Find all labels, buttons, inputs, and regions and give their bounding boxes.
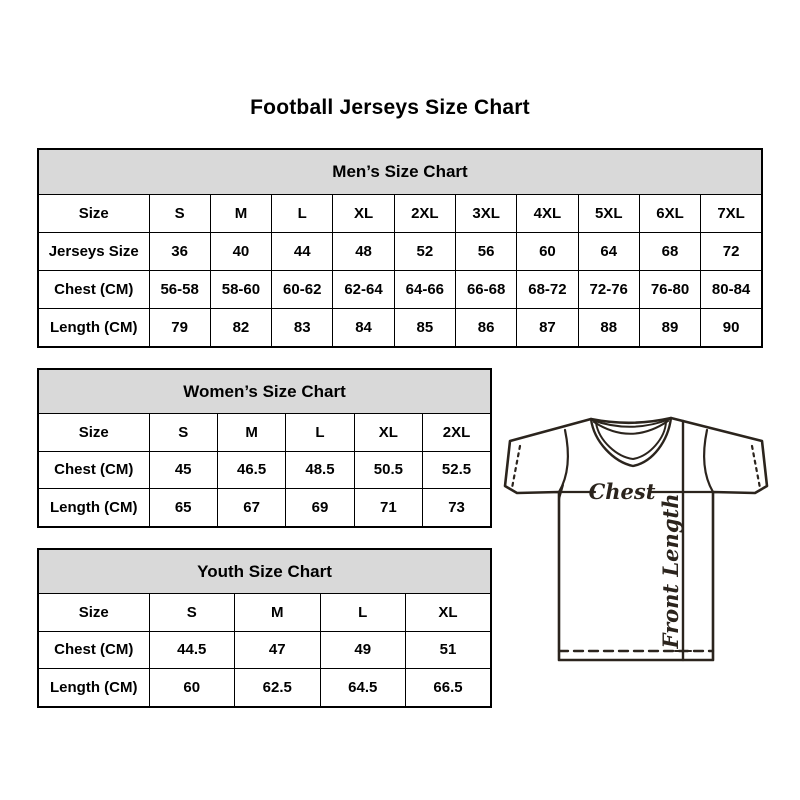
value-cell: 46.5: [217, 451, 285, 488]
table-row: [38, 489, 491, 528]
value-cell: 89: [639, 308, 700, 347]
row-header-cell: Size: [38, 594, 149, 631]
table-row: [38, 194, 762, 232]
value-cell: 69: [286, 489, 354, 528]
table-row: [38, 232, 762, 270]
value-cell: 2XL: [423, 414, 491, 451]
row-header-cell: Size: [38, 414, 149, 451]
value-cell: 83: [272, 308, 333, 347]
value-cell: 56: [455, 232, 516, 270]
table-row: [38, 451, 491, 488]
value-cell: 62.5: [235, 669, 321, 708]
value-cell: XL: [406, 594, 492, 631]
value-cell: 58-60: [210, 270, 271, 308]
value-cell: 62-64: [333, 270, 394, 308]
value-cell: S: [149, 194, 210, 232]
value-cell: M: [210, 194, 271, 232]
value-cell: 88: [578, 308, 639, 347]
value-cell: 76-80: [639, 270, 700, 308]
value-cell: 65: [149, 489, 217, 528]
value-cell: M: [235, 594, 321, 631]
value-cell: 71: [354, 489, 422, 528]
row-header-cell: Chest (CM): [38, 270, 149, 308]
row-header-cell: Length (CM): [38, 669, 149, 708]
value-cell: 52.5: [423, 451, 491, 488]
value-cell: 86: [455, 308, 516, 347]
chest-label: Chest: [588, 479, 656, 504]
value-cell: 80-84: [701, 270, 762, 308]
value-cell: L: [286, 414, 354, 451]
table-row: [38, 631, 491, 668]
value-cell: 36: [149, 232, 210, 270]
value-cell: 50.5: [354, 451, 422, 488]
value-cell: 73: [423, 489, 491, 528]
table-row: [38, 270, 762, 308]
value-cell: M: [217, 414, 285, 451]
value-cell: 68-72: [517, 270, 578, 308]
value-cell: S: [149, 414, 217, 451]
value-cell: 85: [394, 308, 455, 347]
jersey-outline: [505, 418, 767, 660]
value-cell: 64-66: [394, 270, 455, 308]
value-cell: 6XL: [639, 194, 700, 232]
value-cell: 79: [149, 308, 210, 347]
row-header-cell: Length (CM): [38, 489, 149, 528]
value-cell: 60: [149, 669, 235, 708]
value-cell: 44: [272, 232, 333, 270]
table-row: [38, 414, 491, 451]
value-cell: 90: [701, 308, 762, 347]
womens-size-chart-table: [37, 368, 492, 528]
value-cell: 87: [517, 308, 578, 347]
table-row: [38, 308, 762, 347]
value-cell: 82: [210, 308, 271, 347]
value-cell: 44.5: [149, 631, 235, 668]
value-cell: 60-62: [272, 270, 333, 308]
value-cell: XL: [333, 194, 394, 232]
value-cell: L: [320, 594, 406, 631]
table-row: [38, 594, 491, 631]
value-cell: XL: [354, 414, 422, 451]
page-title: Football Jerseys Size Chart: [250, 96, 530, 119]
value-cell: 40: [210, 232, 271, 270]
value-cell: 51: [406, 631, 492, 668]
row-header-cell: Chest (CM): [38, 631, 149, 668]
value-cell: 52: [394, 232, 455, 270]
row-header-cell: Length (CM): [38, 308, 149, 347]
value-cell: 64: [578, 232, 639, 270]
value-cell: 5XL: [578, 194, 639, 232]
value-cell: 48: [333, 232, 394, 270]
value-cell: 60: [517, 232, 578, 270]
table-title: Men’s Size Chart: [38, 149, 762, 194]
row-header-cell: Size: [38, 194, 149, 232]
table-row: [38, 669, 491, 708]
value-cell: 48.5: [286, 451, 354, 488]
mens-size-chart-table: [37, 148, 763, 348]
value-cell: 66-68: [455, 270, 516, 308]
value-cell: 47: [235, 631, 321, 668]
value-cell: 68: [639, 232, 700, 270]
jersey-measurement-diagram: [503, 413, 769, 665]
value-cell: 84: [333, 308, 394, 347]
value-cell: 66.5: [406, 669, 492, 708]
value-cell: 67: [217, 489, 285, 528]
value-cell: 45: [149, 451, 217, 488]
value-cell: 3XL: [455, 194, 516, 232]
value-cell: 56-58: [149, 270, 210, 308]
value-cell: 2XL: [394, 194, 455, 232]
value-cell: 7XL: [701, 194, 762, 232]
row-header-cell: Jerseys Size: [38, 232, 149, 270]
front-length-label: Front Length: [658, 493, 683, 649]
table-title: Women’s Size Chart: [38, 369, 491, 414]
value-cell: 4XL: [517, 194, 578, 232]
value-cell: 64.5: [320, 669, 406, 708]
value-cell: 49: [320, 631, 406, 668]
table-title: Youth Size Chart: [38, 549, 491, 594]
value-cell: 72-76: [578, 270, 639, 308]
value-cell: 72: [701, 232, 762, 270]
row-header-cell: Chest (CM): [38, 451, 149, 488]
value-cell: S: [149, 594, 235, 631]
youth-size-chart-table: [37, 548, 492, 708]
value-cell: L: [272, 194, 333, 232]
